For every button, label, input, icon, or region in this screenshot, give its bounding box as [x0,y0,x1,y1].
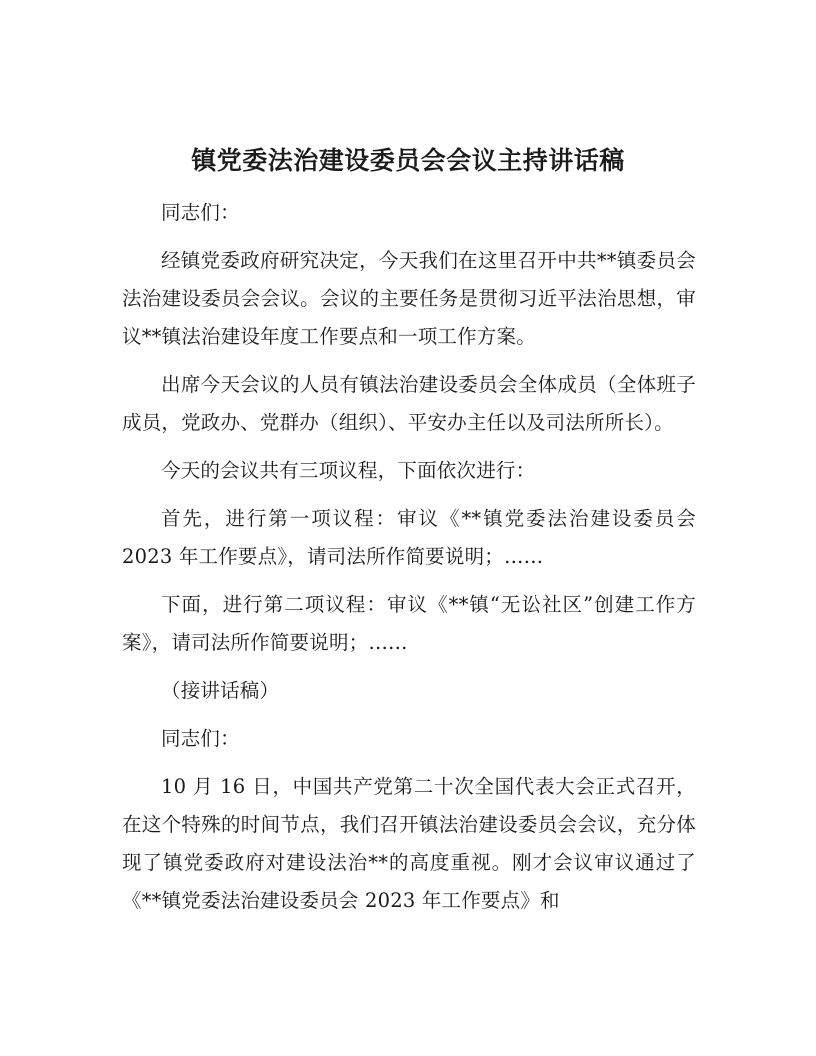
paragraph-greeting: 同志们： [161,201,240,224]
paragraph-agenda-item-1: 首先，进行第一项议程：审议《**镇党委法治建设委员会2023 年工作要点》，请司法所作简要说明；…… [122,507,696,568]
paragraph-agenda-item-2: 下面，进行第二项议程：审议《**镇“无讼社区”创建工作方案》，请司法所作简要说明；…… [122,593,696,654]
paragraph-greeting-2: 同志们： [161,727,240,750]
paragraph-speech-body: 10 月 16 日，中国共产党第二十次全国代表大会正式召开，在这个特殊的时间节点，我们召开镇法治建设委员会会议，充分体现了镇党委政府对建设法治**的高度重视。刚才会议审议通过了《**镇党委法治建设委员会 2023 年工作要点》和 [122,775,696,912]
paragraph-agenda-intro: 今天的会议共有三项议程，下面依次进行： [161,459,536,482]
paragraph-opening: 经镇党委政府研究决定，今天我们在这里召开中共**镇委员会法治建设委员会会议。会议的主要任务是贯彻习近平法治思想，审议**镇法治建设年度工作要点和一项工作方案。 [122,249,696,348]
document-body [122,194,696,930]
document-title: 镇党委法治建设委员会会议主持讲话稿 [191,146,625,175]
paragraph-continuation-note: （接讲话稿） [161,679,280,702]
paragraph-attendees: 出席今天会议的人员有镇法治建设委员会全体成员（全体班子成员，党政办、党群办（组织）、平安办主任以及司法所所长）。 [122,373,696,434]
